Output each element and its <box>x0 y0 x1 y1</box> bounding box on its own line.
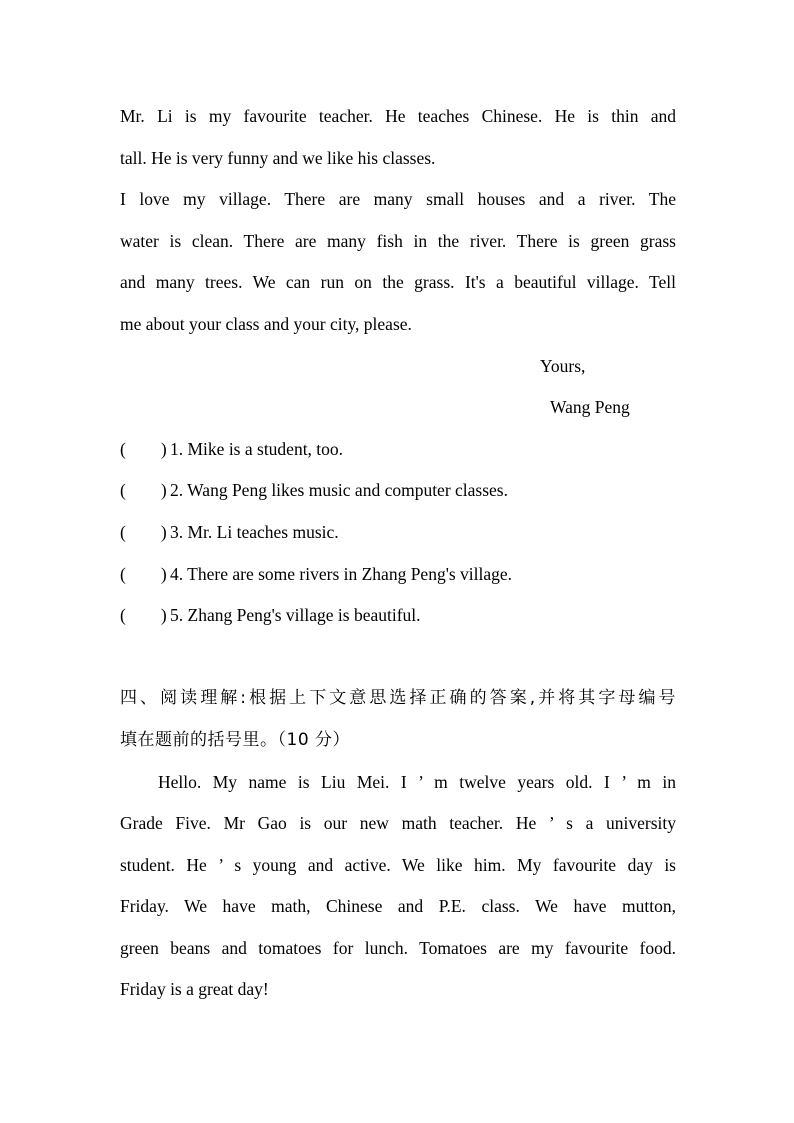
question-text: 4. There are some rivers in Zhang Peng's village. <box>170 563 513 584</box>
letter-line: I love my village. There are many small houses and a river. The <box>120 189 676 210</box>
letter-line: tall. He is very funny and we like his classes. <box>120 147 436 168</box>
section-heading: 四、阅读理解:根据上下文意思选择正确的答案,并将其字母编号 <box>120 688 676 709</box>
question-text: 5. Zhang Peng's village is beautiful. <box>170 605 421 626</box>
question-text: 3. Mr. Li teaches music. <box>170 521 339 542</box>
passage-line: Grade Five. Mr Gao is our new math teacher. He ’ s a university <box>120 813 676 834</box>
letter-signature: Wang Peng <box>550 397 630 418</box>
question-item <box>120 554 676 596</box>
section-heading: 填在题前的括号里。（10 分） <box>120 729 351 750</box>
answer-blank[interactable]: ( ) <box>120 605 167 626</box>
question-item <box>120 470 676 512</box>
letter-line: Mr. Li is my favourite teacher. He teaches Chinese. He is thin and <box>120 106 676 126</box>
section-spacer <box>120 637 676 679</box>
passage-line: Friday is a great day! <box>120 979 269 1000</box>
document-page <box>120 96 676 1011</box>
question-item <box>120 512 676 554</box>
question-item <box>120 429 676 471</box>
passage-line: Friday. We have math, Chinese and P.E. class. We have mutton, <box>120 896 676 917</box>
passage-line: student. He ’ s young and active. We like him. My favourite day is <box>120 854 676 875</box>
answer-blank[interactable]: ( ) <box>120 438 167 459</box>
question-text: 2. Wang Peng likes music and computer classes. <box>170 480 508 501</box>
passage-line: green beans and tomatoes for lunch. Tomatoes are my favourite food. <box>120 937 676 958</box>
letter-line: and many trees. We can run on the grass. It's a beautiful village. Tell <box>120 272 676 293</box>
letter-line: me about your class and your city, please. <box>120 313 412 334</box>
question-item <box>120 595 676 637</box>
answer-blank[interactable]: ( ) <box>120 563 167 584</box>
letter-closing: Yours, <box>540 355 586 376</box>
answer-blank[interactable]: ( ) <box>120 521 167 542</box>
passage-line: Hello. My name is Liu Mei. I ’ m twelve years old. I ’ m in <box>158 771 676 792</box>
question-text: 1. Mike is a student, too. <box>170 438 344 459</box>
answer-blank[interactable]: ( ) <box>120 480 167 501</box>
letter-line: water is clean. There are many fish in the river. There is green grass <box>120 230 676 251</box>
